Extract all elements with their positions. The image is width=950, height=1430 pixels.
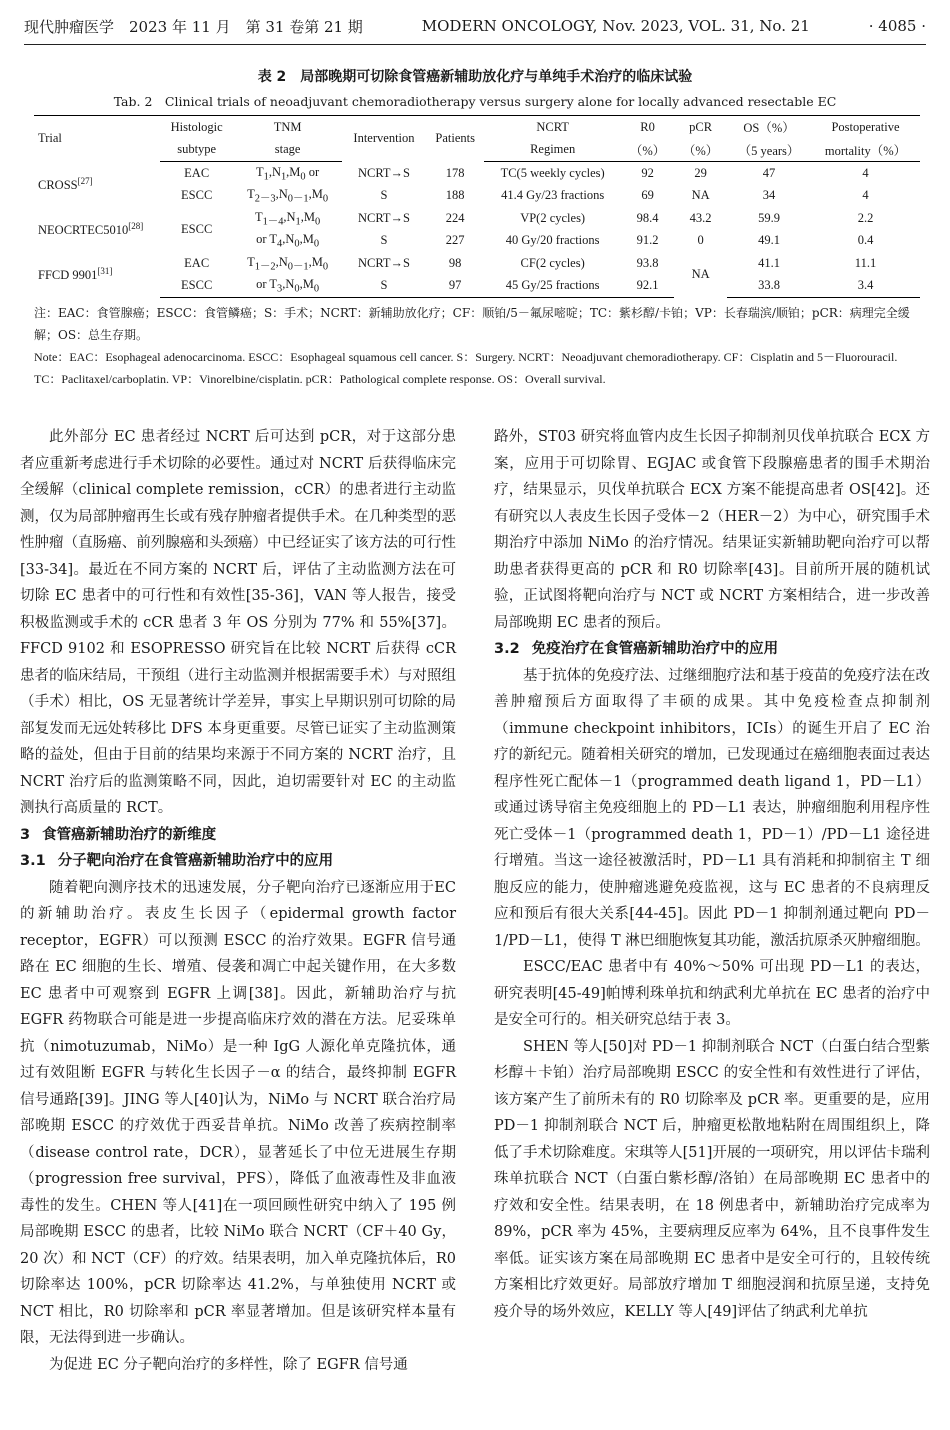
trial-name: NEOCRTEC5010[28] (38, 220, 144, 238)
th-r0-2: （%） (621, 139, 674, 162)
th-patients: Patients (426, 116, 484, 162)
cell-intervention: S (380, 233, 388, 248)
cell-regimen: VP(2 cycles) (520, 210, 586, 225)
table-caption-cn: 表 2 局部晚期可切除食管癌新辅助放化疗与单纯手术治疗的临床试验 (257, 69, 693, 85)
table-row (34, 207, 920, 230)
paragraph: 此外部分 EC 患者经过 NCRT 后可达到 pCR，对于这部分患者应重新考虑进行手术切除的必要性。通过对 NCRT 后获得临床完全缓解（clinical complete remission，cCR）的患者进行主动监测，仅为局部肿瘤再生长或有残存肿瘤者提供手术。在几种类型的恶性肿瘤（直肠癌、前列腺癌和头颈癌）中已经证实了该方法的可行性[33-34]。最近在不同方案的 NCRT 后，评估了主动监测方法在可切除 EC 患者中的可行性和有效性[35-36]，VAN 等人报告，接受积极监测或手术的 cCR 患者 3 年 OS 分别为 77% 和 55%[37]。FFCD 9102 和 ESOPRESSO 研究旨在比较 NCRT 后获得 cCR 患者的临床结局，干预组（进行主动监测并根据需要手术）与对照组（手术）相比，OS 无显著统计学差异，事实上早期识别可切除的局部复发而无远处转移比 DFS 本身更重要。尽管已证实了主动监测策略的益处，但由于目前的结果均来源于不同方案的 NCRT 治疗，且 NCRT 治疗后的监测策略不同，因此，迫切需要针对 EC 的主动监测执行高质量的 RCT。 (20, 429, 456, 816)
cell-subtype: EAC (184, 255, 210, 270)
cell-regimen: 45 Gy/25 fractions (484, 275, 621, 298)
cell-regimen: 41.4 Gy/23 fractions (501, 188, 605, 203)
table-row (34, 252, 920, 275)
th-mort-1: Postoperative (811, 116, 920, 139)
th-tnm-2: stage (233, 139, 341, 162)
th-pcr-1: pCR (674, 116, 727, 139)
running-header (24, 14, 926, 38)
th-intervention: Intervention (342, 116, 426, 162)
cell-subtype: ESCC (181, 188, 213, 203)
right-column (494, 424, 930, 1325)
table-row (34, 185, 920, 208)
table-header-row (34, 116, 920, 139)
cell-r0: 69 (641, 188, 654, 203)
cell-mortality: 2.2 (857, 210, 874, 225)
journal-en: MODERN ONCOLOGY, Nov. 2023, VOL. 31, No. 21 (421, 17, 810, 35)
paragraph: 基于抗体的免疫疗法、过继细胞疗法和基于疫苗的免疫疗法在改善肿瘤预后方面取得了丰硕的成果。其中免疫检查点抑制剂（immune checkpoint inhibitors，ICIs）的诞生开启了 EC 治疗的新纪元。随着相关研究的增加，已发现通过在癌细胞表面过表达程序性死亡配体－1（programmed death ligand 1，PD－L1）或通过诱导宿主免疫细胞上的 PD－L1 表达，肿瘤细胞利用程序性死亡受体－1（programmed death 1，PD－1）/PD－L1 途径进行增殖。当这一途径被激活时，PD－L1 具有消耗和抑制宿主 T 细胞反应的能力，使肿瘤逃避免疫监视，这与 EC 患者的不良病理反应和预后有很大关系[44-45]。因此 PD－1 抑制剂通过靶向 PD－1/PD－L1，使得 T 淋巴细胞恢复其功能，激活抗原杀灭肿瘤细胞。 (494, 667, 930, 949)
cell-patients: 98 (448, 255, 462, 270)
cell-pcr: NA (691, 267, 710, 282)
cell-os: 59.9 (758, 210, 780, 225)
table-row (34, 162, 920, 185)
th-os-1: OS（%） (727, 116, 811, 139)
cell-regimen: CF(2 cycles) (520, 255, 585, 270)
cell-pcr: 29 (694, 165, 707, 180)
journal-cn: 现代肿瘤医学 2023 年 11 月 第 31 卷第 21 期 (24, 17, 363, 36)
cell-os: 47 (762, 165, 776, 180)
cell-r0: 92.1 (621, 275, 674, 298)
trial-name: CROSS[27] (38, 175, 93, 192)
cell-tnm: $T_{1-2},N_{0-1},M_0$ (247, 254, 329, 272)
cell-subtype: ESCC (160, 275, 233, 298)
trial-name: FFCD 9901[31] (38, 266, 113, 283)
cell-subtype: EAC (184, 165, 210, 180)
paragraph: ESCC/EAC 患者中有 40%～50% 可出现 PD－L1 的表达，研究表明[45-49]帕博利珠单抗和纳武利尤单抗在 EC 患者的治疗中是安全可行的。相关研究总结于表 3。 (494, 959, 930, 1028)
th-ncrt-1: NCRT (484, 116, 621, 139)
cell-r0: 92 (641, 165, 654, 180)
header-rule (24, 44, 926, 45)
cell-os: 33.8 (727, 275, 811, 298)
cell-pcr: NA (691, 188, 710, 203)
table-note-cn: 注：EAC：食管腺癌；ESCC：食管鳞癌；S：手术；NCRT：新辅助放化疗；CF：顺铂/5－氟尿嘧啶；TC：紫杉醇/卡铂；VP：长春瑞滨/顺铂；pCR：病理完全缓解；OS：总生存期。 (34, 306, 910, 342)
cell-mortality: 4 (862, 165, 869, 180)
cell-r0: 91.2 (636, 233, 659, 248)
cell-os: 34 (762, 188, 776, 203)
cell-mortality: 3.4 (811, 275, 920, 298)
section-heading-3-2: 3.2 免疫治疗在食管癌新辅助治疗中的应用 (494, 641, 779, 657)
cell-regimen: TC(5 weekly cycles) (500, 165, 605, 180)
cell-intervention: NCRT→S (357, 255, 410, 270)
cell-tnm: $T_1,N_1,M_0$ or (255, 164, 320, 182)
cell-mortality: 4 (862, 188, 869, 203)
th-r0-1: R0 (621, 116, 674, 139)
cell-intervention: S (380, 188, 388, 203)
cell-regimen: 40 Gy/20 fractions (505, 233, 600, 248)
th-trial: Trial (34, 116, 160, 162)
cell-patients: 97 (426, 275, 484, 298)
th-mort-2: mortality（%） (811, 139, 920, 162)
th-ncrt-2: Regimen (484, 139, 621, 162)
cell-os: 49.1 (758, 233, 780, 248)
cell-tnm: or $T_3,N_0,M_0$ (233, 275, 341, 298)
paragraph: 为促进 EC 分子靶向治疗的多样性，除了 EGFR 信号通 (49, 1356, 408, 1373)
paragraph: 路外，ST03 研究将血管内皮生长因子抑制剂贝伐单抗联合 ECX 方案，应用于可切除胃、EGJAC 或食管下段腺癌患者的围手术期治疗，结果显示，贝伐单抗联合 ECX 方案不能提高患者 OS[42]。还有研究以人表皮生长因子受体－2（HER－2）为中心，研究围手术期治疗中添加 NiMo 的治疗情况。结果证实新辅助靶向治疗可以帮助患者获得更高的 pCR 和 R0 切除率[43]。目前所开展的随机试验，正试图将靶向治疗与 NCT 或 NCRT 方案相结合，进一步改善局部晚期 EC 患者的预后。 (494, 429, 930, 631)
cell-intervention: NCRT→S (357, 165, 410, 180)
left-column (20, 424, 456, 1378)
cell-os: 41.1 (758, 255, 780, 270)
th-tnm-1: TNM (233, 116, 341, 139)
th-pcr-2: （%） (674, 139, 727, 162)
paragraph: SHEN 等人[50]对 PD－1 抑制剂联合 NCT（白蛋白结合型紫杉醇＋卡铂）治疗局部晚期 ESCC 的安全性和有效性进行了评估，该方案产生了前所未有的 R0 切除率及 pCR 率。更重要的是，应用 PD－1 抑制剂联合 NCT 后，肿瘤更松散地粘附在周围组织上，降低了手术切除难度。宋琪等人[51]开展的一项研究，用以评估卡瑞利珠单抗联合 NCT（白蛋白紫杉醇/洛铂）在局部晚期 EC 患者中的疗效和安全性。结果表明，在 18 例患者中，新辅助治疗完成率为 89%，pCR 率为 45%，主要病理反应率为 64%，且不良事件发生率低。证实该方案在局部晚期 EC 患者中是安全可行的，且较传统方案相比疗效更好。局部放疗增加 T 细胞浸润和抗原呈递，支持免疫介导的场外效应，KELLY 等人[49]评估了纳武利尤单抗 (494, 1038, 930, 1320)
cell-intervention: NCRT→S (357, 210, 410, 225)
th-histologic-2: subtype (160, 139, 233, 162)
cell-tnm: or $T_4,N_0,M_0$ (256, 232, 320, 250)
cell-patients: 188 (445, 188, 465, 203)
th-histologic-1: Histologic (160, 116, 233, 139)
table-caption-en: Tab. 2 Clinical trials of neoadjuvant chemoradiotherapy versus surgery alone for locally advanced resectable EC (113, 94, 837, 109)
cell-patients: 178 (445, 165, 465, 180)
cell-mortality: 11.1 (854, 255, 877, 270)
cell-r0: 98.4 (636, 210, 659, 225)
th-os-2: （5 years） (727, 139, 811, 162)
table-row (34, 275, 920, 298)
section-heading-3: 3 食管癌新辅助治疗的新维度 (20, 826, 217, 843)
cell-subtype: ESCC (181, 222, 213, 236)
cell-r0: 93.8 (636, 255, 659, 270)
page-number: · 4085 · (868, 17, 926, 35)
cell-patients: 227 (445, 233, 465, 248)
cell-pcr: 0 (697, 233, 704, 248)
cell-intervention: S (342, 275, 426, 298)
cell-tnm: $T_{2-3},N_{0-1},M_0$ (247, 187, 329, 205)
cell-patients: 224 (445, 210, 465, 225)
cell-tnm: $T_{1-4},N_1,M_0$ (254, 209, 321, 227)
paragraph: 随着靶向测序技术的迅速发展，分子靶向治疗已逐渐应用于EC 的新辅助治疗。表皮生长因子（epidermal growth factor receptor，EGFR）可以预测 ESCC 的治疗效果。EGFR 信号通路在 EC 细胞的生长、增殖、侵袭和凋亡中起关键作用，在大多数 EC 患者中可观察到 EGFR 上调[38]。因此，新辅助治疗与抗 EGFR 药物联合可能是进一步提高临床疗效的潜在方法。尼妥珠单抗（nimotuzumab，NiMo）是一种 IgG 人源化单克隆抗体，通过有效阻断 EGFR 与转化生长因子－α 的结合，最终抑制 EGFR 信号通路[39]。JING 等人[40]认为，NiMo 与 NCRT 联合治疗局部晚期 ESCC 的疗效优于西妥昔单抗。NiMo 改善了疾病控制率（disease control rate，DCR），显著延长了中位无进展生存期（progression free survival，PFS），降低了血液毒性及非血液毒性的发生。CHEN 等人[41]在一项回顾性研究中纳入了 195 例局部晚期 ESCC 的患者，比较 NiMo 联合 NCRT（CF＋40 Gy，20 次）和 NCT（CF）的疗效。结果表明，加入单克隆抗体后，R0 切除率达 100%，pCR 切除率达 41.2%，与单独使用 NCRT 或 NCT 相比，R0 切除率和 pCR 率显著增加。但是该研究样本量有限，无法得到进一步确认。 (20, 879, 456, 1346)
table-note-en: Note：EAC：Esophageal adenocarcinoma. ESCC：Esophageal squamous cell cancer. S：Surgery. NCRT：Neoadjuvant chemoradiotherapy. CF：Cisplatin and 5－Fluorouracil. TC：Paclitaxel/carboplatin. VP：Vinorelbine/cisplatin. pCR：Pathological complete response. OS：Overall survival. (34, 350, 898, 386)
section-heading-3-1: 3.1 分子靶向治疗在食管癌新辅助治疗中的应用 (20, 853, 334, 869)
trials-table (34, 115, 920, 298)
cell-pcr: 43.2 (689, 210, 712, 225)
cell-mortality: 0.4 (857, 233, 874, 248)
